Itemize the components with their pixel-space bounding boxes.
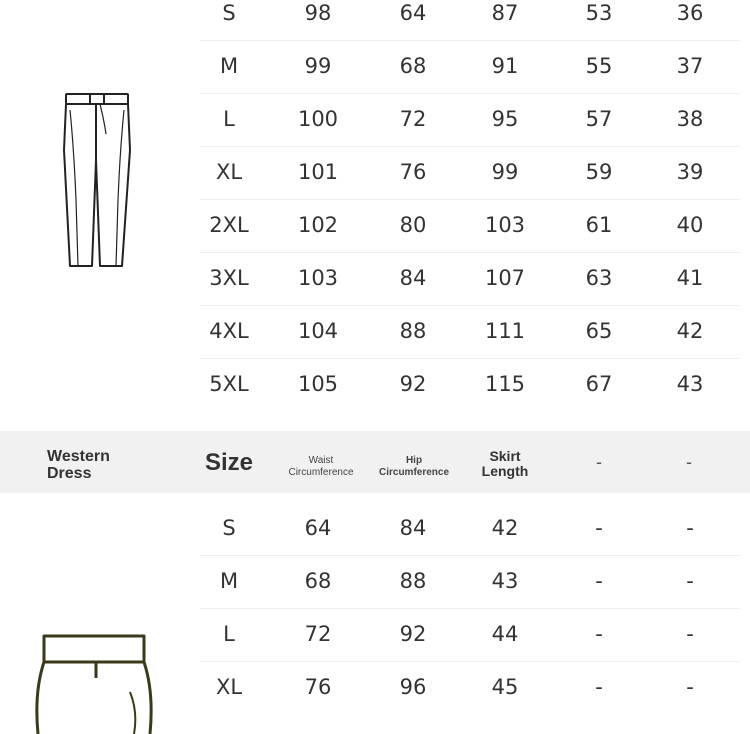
table-row xyxy=(200,608,740,662)
size-cell: XL xyxy=(215,675,243,699)
value-cell: - xyxy=(595,516,603,540)
table-row xyxy=(200,0,740,41)
value-cell: - xyxy=(595,675,603,699)
dress-header xyxy=(0,431,750,493)
value-cell: 88 xyxy=(399,569,427,593)
value-cell: 41 xyxy=(676,266,704,290)
value-cell: 38 xyxy=(676,107,704,131)
value-cell: - xyxy=(686,675,694,699)
value-cell: 102 xyxy=(297,213,339,237)
hip-header-line2: Circumference xyxy=(378,467,450,478)
value-cell: 99 xyxy=(491,160,519,184)
waist-header-line2: Circumference xyxy=(288,467,354,478)
value-cell: 84 xyxy=(399,516,427,540)
value-cell: 72 xyxy=(304,622,332,646)
value-cell: - xyxy=(686,622,694,646)
size-cell: M xyxy=(219,54,239,78)
table-row xyxy=(200,502,740,556)
value-cell: - xyxy=(595,569,603,593)
value-cell: 65 xyxy=(585,319,613,343)
skirt-header-line2: Length xyxy=(481,463,529,479)
value-cell: 92 xyxy=(399,622,427,646)
table-row xyxy=(200,199,740,253)
hip-column-header xyxy=(368,455,460,479)
size-cell: 3XL xyxy=(209,266,249,290)
size-cell: S xyxy=(222,1,236,25)
value-cell: 64 xyxy=(304,516,332,540)
value-cell: 68 xyxy=(399,54,427,78)
skirt-header-line1: Skirt xyxy=(489,448,521,464)
value-cell: 39 xyxy=(676,160,704,184)
size-cell: 2XL xyxy=(209,213,249,237)
value-cell: 57 xyxy=(585,107,613,131)
table-row xyxy=(200,305,740,359)
value-cell: 101 xyxy=(297,160,339,184)
value-cell: - xyxy=(686,516,694,540)
value-cell: 63 xyxy=(585,266,613,290)
size-column-header: Size xyxy=(204,449,254,476)
value-cell: 76 xyxy=(399,160,427,184)
value-cell: 44 xyxy=(491,622,519,646)
hip-header-line1: Hip xyxy=(405,455,423,466)
value-cell: 103 xyxy=(297,266,339,290)
value-cell: 87 xyxy=(491,1,519,25)
value-cell: 96 xyxy=(399,675,427,699)
size-cell: M xyxy=(219,569,239,593)
value-cell: 92 xyxy=(399,372,427,396)
size-cell: 5XL xyxy=(209,372,249,396)
value-cell: 88 xyxy=(399,319,427,343)
value-cell: 40 xyxy=(676,213,704,237)
value-cell: 53 xyxy=(585,1,613,25)
value-cell: 104 xyxy=(297,319,339,343)
value-cell: 76 xyxy=(304,675,332,699)
dress-title xyxy=(47,448,167,482)
value-cell: 84 xyxy=(399,266,427,290)
value-cell: - xyxy=(595,622,603,646)
value-cell: 68 xyxy=(304,569,332,593)
size-cell: 4XL xyxy=(209,319,249,343)
waist-column-header xyxy=(275,455,367,479)
value-cell: 72 xyxy=(399,107,427,131)
value-cell: 45 xyxy=(491,675,519,699)
value-cell: 42 xyxy=(676,319,704,343)
empty-column-header: - xyxy=(686,452,692,472)
dress-title-line2: Dress xyxy=(47,465,92,482)
value-cell: - xyxy=(686,569,694,593)
skirt-icon xyxy=(34,632,154,734)
value-cell: 37 xyxy=(676,54,704,78)
skirt-length-column-header xyxy=(462,449,548,479)
table-row xyxy=(200,252,740,306)
table-row xyxy=(200,358,740,411)
pants-icon xyxy=(60,90,136,272)
value-cell: 59 xyxy=(585,160,613,184)
value-cell: 103 xyxy=(484,213,526,237)
empty-column-header: - xyxy=(596,452,602,472)
value-cell: 42 xyxy=(491,516,519,540)
waist-header-line1: Waist xyxy=(308,455,334,466)
value-cell: 61 xyxy=(585,213,613,237)
table-row xyxy=(200,40,740,94)
size-cell: L xyxy=(223,622,235,646)
value-cell: 67 xyxy=(585,372,613,396)
table-row xyxy=(200,555,740,609)
value-cell: 99 xyxy=(304,54,332,78)
value-cell: 95 xyxy=(491,107,519,131)
value-cell: 105 xyxy=(297,372,339,396)
value-cell: 107 xyxy=(484,266,526,290)
value-cell: 43 xyxy=(491,569,519,593)
table-row xyxy=(200,661,740,714)
value-cell: 115 xyxy=(484,372,526,396)
value-cell: 111 xyxy=(484,319,526,343)
size-cell: S xyxy=(222,516,236,540)
value-cell: 91 xyxy=(491,54,519,78)
value-cell: 36 xyxy=(676,1,704,25)
value-cell: 100 xyxy=(297,107,339,131)
value-cell: 80 xyxy=(399,213,427,237)
value-cell: 43 xyxy=(676,372,704,396)
table-row xyxy=(200,93,740,147)
dress-title-line1: Western xyxy=(47,448,110,465)
table-row xyxy=(200,146,740,200)
value-cell: 64 xyxy=(399,1,427,25)
size-cell: XL xyxy=(215,160,243,184)
value-cell: 98 xyxy=(304,1,332,25)
size-cell: L xyxy=(223,107,235,131)
value-cell: 55 xyxy=(585,54,613,78)
